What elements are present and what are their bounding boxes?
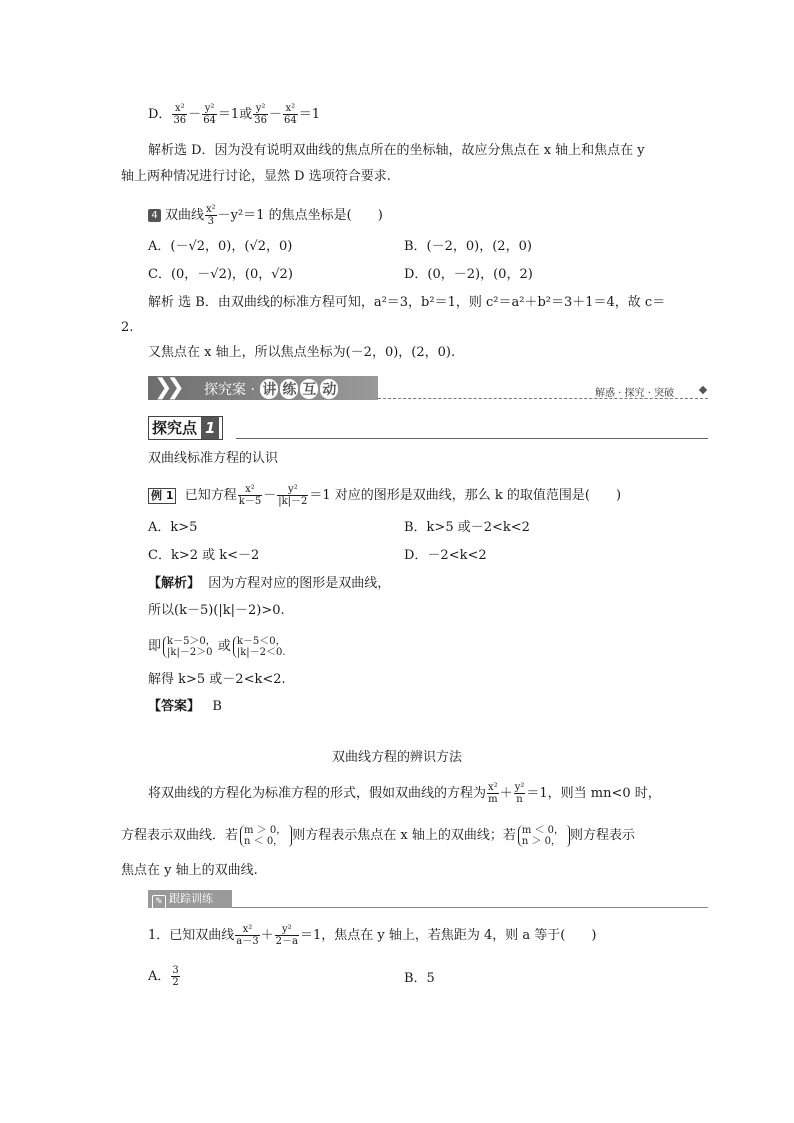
question-4-stem: 4 双曲线 $\frac{\text{x²}}{3}$ －y²＝1 的焦点坐标是( ) <box>148 204 383 227</box>
double-chevron-icon: ❯❯ <box>154 375 179 400</box>
fraction: $\frac{\text{y²}}{2-a}$ <box>275 924 298 947</box>
fraction: $\frac{\text{x²}}{3}$ <box>206 204 216 227</box>
fraction: $\frac{3}{2}$ <box>172 965 179 988</box>
pencil-icon: ✎ <box>152 895 166 909</box>
example-step2: 即 k－5＞0， |k|－2＞0 或 k－5＜0， |k|－2＜0. <box>148 635 286 658</box>
fraction: $\frac{\text{y²}}{|k|-2}$ <box>278 484 308 507</box>
tracking-underline <box>232 907 708 908</box>
banner-title: 探究案 · 讲 练 互 动 <box>204 379 339 399</box>
condition-system: m ＞ 0， n ＜ 0， <box>240 825 286 847</box>
method-title: 双曲线方程的辨识方法 <box>331 750 462 765</box>
q4-analysis-line1: 解析 选 B．由双曲线的标准方程可知，a²＝3，b²＝1，则 c²＝a²＋b²＝3＋1＝4，故 c＝ <box>148 295 666 310</box>
diamond-icon <box>699 386 707 394</box>
example-answer: 【答案】 B <box>148 699 222 714</box>
fraction: $\frac{\text{y²}}{36}$ <box>254 103 267 126</box>
example-option-d: D．－2<k<2 <box>404 548 487 563</box>
fraction: $\frac{\text{x²}}{m}$ <box>488 782 498 805</box>
method-line1: 将双曲线的方程化为标准方程的形式，假如双曲线的方程为 $\frac{\text{x²}}{m}$ ＋ $\frac{\text{y²}}{n}$ ＝1，则当 mn<0 时， <box>148 782 661 805</box>
method-line2: 方程表示双曲线．若 m ＞ 0， n ＜ 0， 则方程表示焦点在 x 轴上的双曲线；若 m ＜ 0， n ＞ 0， 则方程表示 <box>121 824 636 847</box>
fraction: $\frac{\text{x²}}{64}$ <box>283 103 297 126</box>
q4-option-a: A．(－√2，0)，(√2，0) <box>148 239 293 254</box>
q4-analysis-line3: 又焦点在 x 轴上，所以焦点坐标为(－2，0)，(2，0). <box>148 345 456 360</box>
example-step1: 所以(k－5)(|k|－2)>0. <box>148 603 285 618</box>
fraction: $\frac{\text{y²}}{n}$ <box>514 782 525 805</box>
fraction: $\frac{\text{y²}}{64}$ <box>203 103 216 126</box>
tracking-practice-tag: ✎ 跟踪训练 <box>148 890 232 908</box>
exploration-point-heading: 探究点 1 <box>148 416 223 440</box>
example-jiexi: 【解析】 因为方程对应的图形是双曲线， <box>148 576 391 591</box>
prev-analysis-line2: 轴上两种情况进行讨论，显然 D 选项符合要求. <box>121 169 391 184</box>
practice-option-a: A． $\frac{3}{2}$ <box>148 965 179 988</box>
equation-system: k－5＞0， |k|－2＞0 <box>163 636 216 658</box>
banner-right-tag: 解惑 · 探究 · 突破 <box>595 388 675 399</box>
example-option-b: B．k>5 或－2<k<2 <box>404 520 530 535</box>
option-d-prev: D． $\frac{\text{x²}}{36}$ － $\frac{\text{y²}}{64}$ ＝1或 $\frac{\text{y²}}{36}$ － $\frac{\text{x²}}{64}$ ＝1 <box>148 103 320 126</box>
q4-option-c: C．(0，－√2)，(0，√2) <box>148 267 293 282</box>
fraction: $\frac{\text{x²}}{36}$ <box>173 103 187 126</box>
fraction: $\frac{\text{x²}}{a-3}$ <box>236 924 259 947</box>
method-line3: 焦点在 y 轴上的双曲线. <box>121 863 258 878</box>
example-option-c: C．k>2 或 k<－2 <box>148 548 260 563</box>
prev-analysis-line1: 解析选 D．因为没有说明双曲线的焦点所在的坐标轴，故应分焦点在 x 轴上和焦点在 y <box>148 143 645 158</box>
practice-option-b: B．5 <box>404 971 435 986</box>
fraction: $\frac{\text{x²}}{k-5}$ <box>238 484 262 507</box>
example-option-a: A．k>5 <box>148 520 198 535</box>
example-tag: 例 1 <box>148 488 176 504</box>
condition-system: m ＜ 0， n ＞ 0， <box>518 825 564 847</box>
example-1-stem: 例 1 已知方程 $\frac{\text{x²}}{k-5}$ － $\frac{\text{y²}}{|k|-2}$ ＝1 对应的图形是双曲线，那么 k 的取值范围是( ) <box>148 484 621 507</box>
practice-question-1: 1．已知双曲线 $\frac{\text{x²}}{a-3}$ ＋ $\frac{\text{y²}}{2-a}$ ＝1，焦点在 y 轴上，若焦距为 4，则 a 等于( ) <box>148 924 597 947</box>
section-banner <box>148 376 378 400</box>
q4-option-b: B．(－2，0)，(2，0) <box>404 239 532 254</box>
equation-system: k－5＜0， |k|－2＜0. <box>233 636 286 658</box>
point-subtitle: 双曲线标准方程的认识 <box>148 451 279 466</box>
question-number-badge: 4 <box>148 209 161 222</box>
heading-underline <box>236 438 708 439</box>
q4-analysis-line2: 2. <box>121 320 134 335</box>
q4-option-d: D．(0，－2)，(0，2) <box>404 267 533 282</box>
example-step3: 解得 k>5 或－2<k<2. <box>148 672 286 687</box>
